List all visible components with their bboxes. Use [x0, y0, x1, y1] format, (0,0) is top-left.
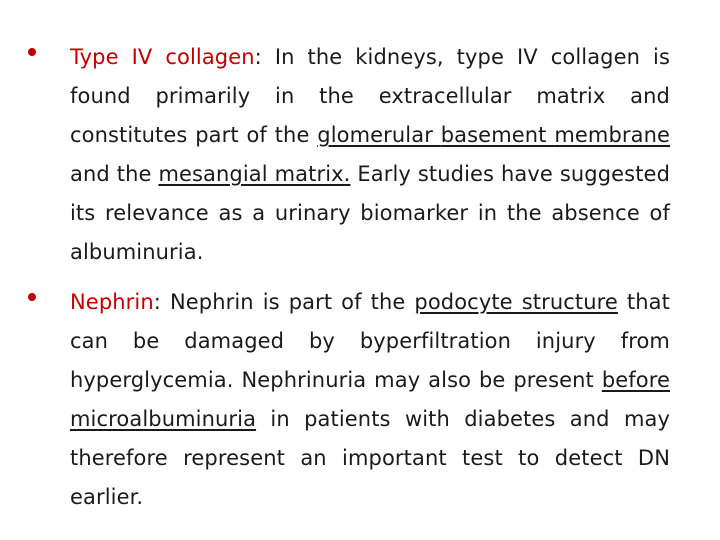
bullet-text-segment: and the — [70, 162, 159, 186]
underlined-term: membrane — [554, 123, 671, 147]
bullet-text-segment: in patients with diabetes and may therefore represent an important test to detect DN earlier. — [70, 407, 670, 509]
bullet-text-segment: : Nephrin is part of the — [153, 290, 415, 314]
bullet-paragraph — [70, 283, 670, 517]
underlined-term: mesangial matrix. — [158, 162, 351, 186]
bullet-text-segment: Early studies have suggested its relevance as a urinary biomarker in the absence of albuminuria. — [70, 162, 671, 264]
underlined-term: before microalbuminuria — [70, 368, 670, 431]
bullet-nephrin — [28, 283, 678, 517]
bullet-dot-icon — [28, 293, 36, 301]
bullet-paragraph — [70, 38, 670, 272]
underlined-term: podocyte structure — [414, 290, 618, 314]
bullet-dot-icon — [28, 48, 36, 56]
bullet-term: Type IV collagen — [70, 45, 255, 69]
bullet-term: Nephrin — [70, 290, 154, 314]
underlined-term: glomerular — [317, 123, 433, 147]
bullet-text-segment: that can be damaged by byperfiltration injury from hyperglycemia. Nephrinuria may also be present — [70, 290, 670, 392]
bullet-text-segment: : In the kidneys, type IV collagen is found primarily in the extracellular matrix and constitutes part of the — [70, 45, 670, 147]
underlined-term: basement — [440, 123, 547, 147]
underlined-space — [433, 123, 441, 147]
bullet-type-iv-collagen — [28, 38, 678, 272]
